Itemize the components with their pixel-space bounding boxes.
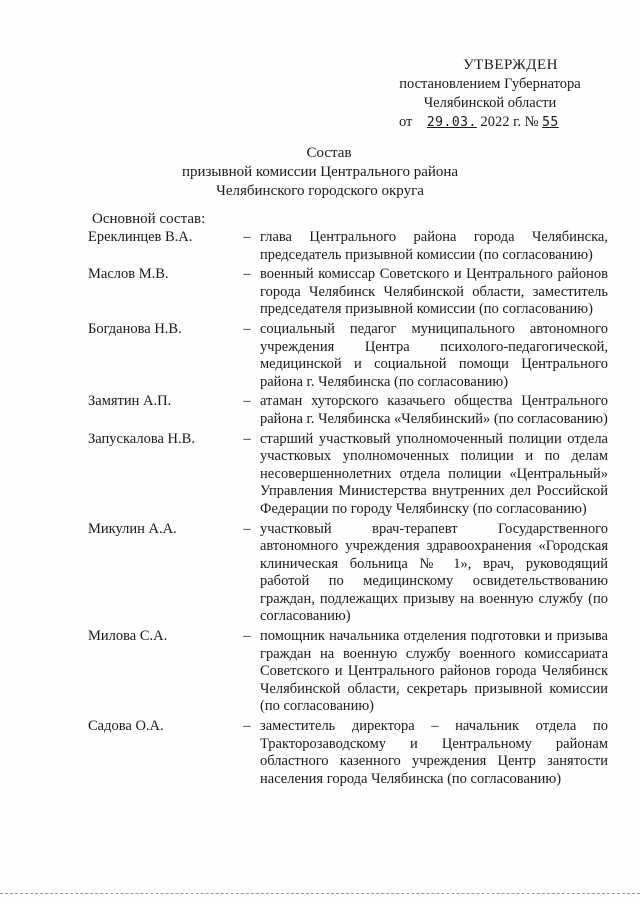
members-list [88, 229, 608, 790]
member-name: Замятин А.П. [88, 393, 172, 410]
approval-block [370, 56, 610, 132]
member-name: Богданова Н.В. [88, 320, 182, 337]
approval-line-1: постановлением Губернатора [399, 76, 581, 92]
list-item [88, 321, 608, 391]
member-dash: – [243, 229, 251, 245]
member-role: социальный педагог муниципального автономного учреждения Центра психолого-педагогической, медицинской и социальной помощи Центрального района г. Челябинска (по согласованию) [260, 320, 608, 390]
member-dash: – [243, 430, 251, 447]
list-item [88, 521, 608, 627]
approval-heading: УТВЕРЖДЕН [463, 57, 558, 73]
date-value: 29.03. [426, 115, 477, 130]
title-line-3: Челябинского городского округа [216, 183, 424, 199]
member-dash: – [243, 266, 251, 283]
member-dash: – [243, 520, 251, 537]
member-role: заместитель директора – начальник отдела по Тракторозаводскому и Центральному районам областного казенного учреждения Центр занятости населения города Челябинска (по согласованию) [260, 718, 608, 787]
member-role: военный комиссар Советского и Центрального районов города Челябинск Челябинской области, заместитель председателя призывной комиссии (по согласованию) [260, 266, 608, 318]
member-name: Запускалова Н.В. [88, 430, 195, 447]
member-dash: – [243, 628, 251, 645]
section-label: Основной состав: [92, 211, 206, 227]
list-item [88, 266, 608, 319]
list-item [88, 229, 608, 264]
title-line-2: призывной комиссии Центрального района [181, 164, 459, 180]
date-suffix: 2022 г. № [480, 114, 539, 130]
list-item [88, 628, 608, 716]
document-title [0, 144, 640, 201]
approval-line-2: Челябинской области [423, 95, 557, 111]
list-item [88, 393, 608, 428]
member-dash: – [243, 320, 251, 337]
page-edge-divider [0, 893, 640, 894]
member-name: Милова С.А. [88, 628, 168, 645]
title-line-1: Состав [306, 145, 352, 161]
member-role: помощник начальника отделения подготовки и призыва граждан на военную службу военного комиссариата Советского и Центрального районов города Челябинск Челябинской области, секретарь призывной комиссии (по согласованию) [260, 628, 608, 715]
list-item [88, 718, 608, 788]
member-dash: – [243, 718, 251, 735]
decree-number: 55 [542, 115, 559, 130]
member-dash: – [243, 393, 251, 410]
member-name: Маслов М.В. [88, 266, 169, 283]
approval-date-line [370, 113, 610, 132]
member-name: Ереклинцев В.А. [88, 229, 193, 245]
member-role: глава Центрального района города Челябинска, председатель призывной комиссии (по согласованию) [260, 229, 608, 263]
date-prefix: от [398, 114, 413, 130]
member-role: участковый врач-терапевт Государственного автономного учреждения здравоохранения «Городская клиническая больница № 1», врач, руководящий работой по медицинскому освидетельствованию граждан, подлежащих призыву на военную службу (по согласованию) [260, 520, 608, 625]
list-item [88, 431, 608, 519]
member-name: Садова О.А. [88, 718, 164, 735]
member-role: старший участковый уполномоченный полиции отдела участковых уполномоченных полиции и по делам несовершеннолетних отдела полиции «Центральный» Управления Министерства внутренних дел Российской Федерации по городу Челябинску (по согласованию) [260, 430, 608, 517]
member-role: атаман хуторского казачьего общества Центрального района г. Челябинска «Челябинский» (по согласованию) [260, 393, 608, 427]
member-name: Микулин А.А. [88, 520, 177, 537]
